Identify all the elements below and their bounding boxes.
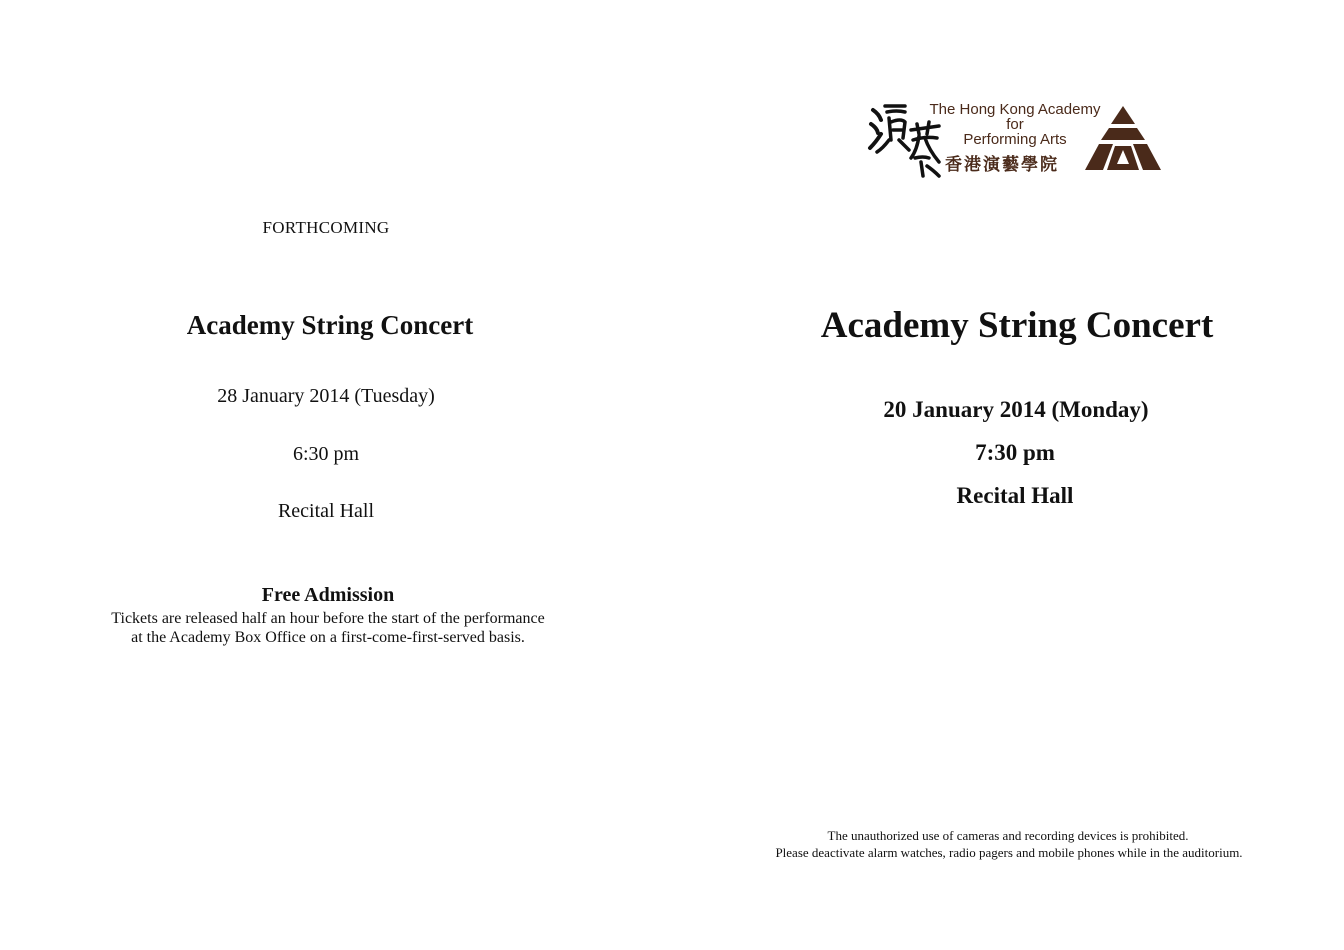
right-page xyxy=(672,0,1344,950)
forthcoming-concert-title: Academy String Concert xyxy=(186,310,474,340)
forthcoming-venue: Recital Hall xyxy=(277,500,375,522)
academy-name-zh: 香港演藝學院 xyxy=(945,155,1059,175)
forthcoming-time: 6:30 pm xyxy=(292,443,360,465)
academy-name-line-3: Performing Arts xyxy=(963,131,1067,148)
academy-name-en xyxy=(925,102,1105,147)
academy-name-line-1: The Hong Kong Academy xyxy=(929,101,1101,118)
concert-venue: Recital Hall xyxy=(956,483,1074,508)
left-page xyxy=(0,0,660,950)
concert-time: 7:30 pm xyxy=(975,440,1055,465)
admission-note-line-1: Tickets are released half an hour before the start of the performance xyxy=(111,610,545,627)
academy-triangle-logo-icon xyxy=(1085,106,1161,170)
forthcoming-heading: FORTHCOMING xyxy=(262,218,390,237)
concert-title: Academy String Concert xyxy=(820,305,1214,346)
recording-notice-line-2: Please deactivate alarm watches, radio pagers and mobile phones while in the auditorium. xyxy=(775,845,1243,860)
recording-notice-line-1: The unauthorized use of cameras and recording devices is prohibited. xyxy=(827,828,1189,843)
academy-name-line-2: for xyxy=(1006,116,1024,133)
admission-note-line-2: at the Academy Box Office on a first-come-first-served basis. xyxy=(131,629,525,646)
free-admission-heading: Free Admission xyxy=(261,584,395,606)
forthcoming-date: 28 January 2014 (Tuesday) xyxy=(217,385,435,407)
concert-date: 20 January 2014 (Monday) xyxy=(883,397,1149,422)
academy-logo xyxy=(867,100,1167,180)
